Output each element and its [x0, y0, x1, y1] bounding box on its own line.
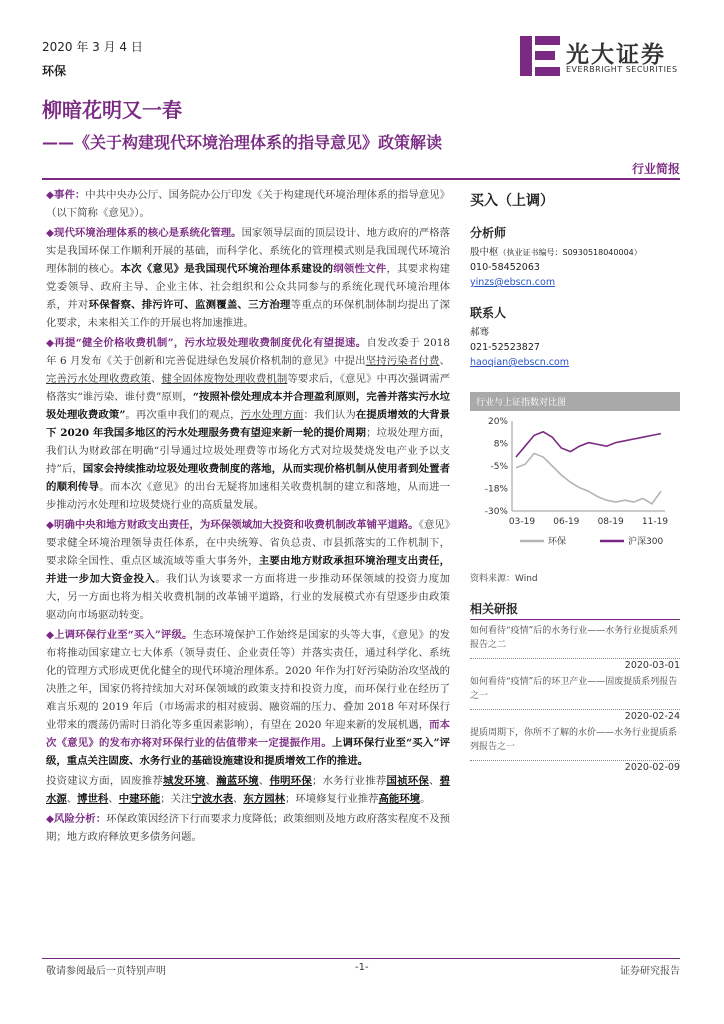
para-text: 等重点的环保机制体制均提出了深化要求，未来相关工作的开展也将加速推进。 — [46, 299, 451, 329]
bold-text: 而本次《意见》的发布亦将对环保行业的估值带来一定提振作用。 — [46, 719, 450, 749]
analyst-email-link[interactable]: yinzs@ebscn.com — [470, 277, 556, 288]
para-text: 。再次重申我们的观点， — [125, 409, 241, 421]
footer-disclaimer: 敬请参阅最后一页特别声明 — [46, 966, 166, 977]
main-body — [46, 186, 450, 848]
stock-name: 博世科 — [77, 793, 109, 805]
para-text: 环保政策因经济下行而要求力度降低；政策细则及地方政府落实程度不及预期；地方政府释放更多债务问题。 — [46, 813, 451, 843]
para-head: ◆再提“健全价格收费机制”，污水垃圾处理收费制度优化有望提速。 — [46, 337, 367, 349]
para-text: 等要求后，《意见》中再次强调需严格落实“谁污染、谁付费”原则， — [46, 373, 450, 403]
chart-svg — [470, 411, 680, 569]
para-text: ；水务行业推荐 — [312, 775, 387, 787]
related-title: 如何看待“疫情”后的水务行业——水务行业提质系列报告之二 — [470, 626, 678, 650]
para-fiscal — [46, 516, 450, 624]
chart-source: 资料来源：Wind — [470, 574, 538, 584]
para-text: ；环境修复行业推荐 — [284, 793, 379, 805]
industry-label: 环保 — [42, 64, 67, 78]
related-date: 2020-02-09 — [470, 760, 680, 773]
para-head: ◆明确中央和地方财政支出责任，为环保领域加大投资和收费机制改革铺平道路。 — [46, 519, 419, 531]
header-rule — [42, 178, 680, 180]
related-item[interactable] — [470, 726, 680, 773]
para-text: ，其要求构建党委领导、政府主导、企业主体、社会组织和公众共同参与的系统化现代环境治理体系，并对 — [46, 263, 451, 311]
para-system — [46, 224, 450, 332]
bold-text: 在提质增效的大背景下 2020 年我国多地区的污水处理服务费有望迎来新一轮的提价周期 — [46, 409, 451, 439]
related-date: 2020-02-24 — [470, 709, 680, 722]
stock-name: 伟明环保 — [269, 775, 312, 787]
series-line-0 — [516, 453, 661, 503]
report-title: 柳暗花明又一春 — [42, 98, 182, 122]
chart-title: 行业与上证指数对比图 — [470, 392, 680, 411]
bold-text: 纲领性文件 — [333, 263, 387, 275]
logo-cn: 光大证券 — [566, 41, 666, 68]
underline-text: 污水处理方面 — [240, 409, 304, 421]
y-tick-label: 20% — [487, 417, 508, 427]
y-tick-label: -5% — [490, 462, 508, 472]
related-title: 如何看待“疫情”后的环卫产业——固废提质系列报告之一 — [470, 677, 678, 701]
para-head: ◆事件： — [46, 189, 86, 201]
para-text: 《意见》要求健全环境治理领导责任体系，在中央统筹、省负总责、市县抓落实的工作机制下，要求除全国性、重点区域流域等重大事务外， — [46, 519, 450, 567]
para-text: 投资建议方面，固废推荐 — [46, 775, 164, 787]
para-head: ◆现代环境治理体系的核心是系统化管理。 — [46, 227, 242, 239]
y-tick-label: -30% — [484, 507, 508, 517]
stock-name: 国祯环保 — [386, 775, 430, 787]
related-item[interactable] — [470, 624, 680, 671]
para-text: 中共中央办公厅、国务院办公厅印发《关于构建现代环境治理体系的指导意见》（以下简称《意见》）。 — [46, 189, 450, 219]
stock-name: 宁波水表 — [191, 793, 234, 805]
para-text: ：我们认为 — [303, 409, 356, 421]
comparison-chart — [470, 411, 680, 569]
bold-text: 环保督察、排污许可、监测覆盖、三方治理 — [88, 299, 291, 311]
contact-phone: 021-52523827 — [470, 342, 540, 353]
para-text: 、 — [258, 775, 270, 787]
series-line-1 — [516, 432, 661, 457]
brand-logo — [520, 36, 690, 76]
related-date: 2020-03-01 — [470, 658, 680, 671]
analyst-phone: 010-58452063 — [470, 262, 540, 273]
y-tick-label: -18% — [484, 484, 508, 495]
x-tick-label: 06-19 — [553, 517, 580, 527]
legend-label: 沪深300 — [628, 537, 664, 547]
bold-text: 主要由地方财政承担环境治理支出责任，并进一步加大资金投入 — [46, 555, 451, 585]
para-head: ◆上调环保行业至“买入”评级。 — [46, 629, 193, 641]
para-text: 、 — [429, 775, 440, 787]
para-text: 、 — [150, 373, 162, 385]
report-date: 2020 年 3 月 4 日 — [42, 40, 143, 54]
bold-text: 国家会持续推动垃圾处理收费制度的落地，从而实现价格机制从使用者到处置者的顺利传导 — [46, 463, 450, 493]
stock-name: 瀚蓝环境 — [216, 775, 259, 787]
para-text: 。而本次《意见》的出台无疑将加速相关收费机制的建立和落地，从而进一步推动污水处理和垃圾焚烧行业的高质量发展。 — [46, 481, 451, 511]
para-pricing — [46, 334, 450, 514]
para-text: 。我们认为该要求一方面将进一步推动环保领域的投资力度加大，另一方面也将为相关收费机制的改革铺平道路，行业的发展模式亦有望逐步由政策驱动向市场驱动转变。 — [46, 573, 451, 621]
rating: 买入（上调） — [470, 193, 554, 209]
analyst-heading: 分析师 — [470, 226, 507, 240]
related-item[interactable] — [470, 675, 680, 722]
contact-heading: 联系人 — [470, 306, 507, 320]
underline-text: 坚持污染者付费 — [365, 355, 440, 367]
page-number: -1- — [355, 962, 369, 973]
contact-email-link[interactable]: haoqian@ebscn.com — [470, 357, 570, 368]
para-text: 、 — [439, 355, 451, 367]
stock-name: 碧水源 — [46, 775, 451, 805]
para-text: 国家领导层面的顶层设计、地方政府的严格落实是我国环保工作顺利开展的基础，而科学化、系统化的管理模式则是我国现代环境治理体制的核心。 — [46, 227, 450, 275]
report-subtitle: ——《关于构建现代环境治理体系的指导意见》政策解读 — [42, 133, 443, 152]
para-stocks — [46, 772, 450, 808]
stock-name: 城发环境 — [163, 775, 206, 787]
para-rating — [46, 626, 450, 770]
para-risk — [46, 810, 450, 846]
x-tick-label: 08-19 — [597, 517, 624, 527]
bold-text: 上调环保行业至“买入”评级，重点关注固废、水务行业的基础设施建设和提质增效工作的推进。 — [46, 737, 451, 767]
bold-text: “按照补偿处理成本并合理盈利原则，完善并落实污水垃圾处理收费政策” — [46, 391, 451, 421]
x-tick-label: 03-19 — [508, 517, 536, 527]
x-tick-label: 11-19 — [641, 517, 669, 527]
related-heading: 相关研报 — [470, 602, 519, 616]
underline-text: 健全固体废物处理收费机制 — [161, 373, 288, 385]
footer-label: 证券研究报告 — [620, 966, 680, 977]
sidebar — [470, 190, 680, 777]
related-rule — [470, 619, 680, 620]
analyst-name — [470, 245, 680, 260]
footer-rule — [42, 958, 680, 959]
logo-en: EVERBRIGHT SECURITIES — [566, 65, 678, 74]
analyst-cert: （执业证书编号：S0930518040004） — [498, 248, 642, 257]
stock-name: 东方园林 — [243, 793, 285, 805]
para-text: 自发改委于 2018 年 6 月发布《关于创新和完善促进绿色发展价格机制的意见》中提出 — [46, 337, 450, 367]
para-text: 、 — [233, 793, 244, 805]
para-text: ；关注 — [160, 793, 192, 805]
analyst-name-text: 殷中枢 — [470, 247, 499, 258]
report-type: 行业简报 — [631, 162, 680, 176]
bold-text: 本次《意见》是我国现代环境治理体系建设的 — [120, 263, 334, 275]
para-text: 、 — [108, 793, 119, 805]
stock-name: 中建环能 — [118, 793, 161, 805]
para-text: 。 — [420, 793, 431, 805]
para-text: 生态环境保护工作始终是国家的头等大事，《意见》的发布将推动国家建立七大体系（领导责任、企业责任等）并落实责任，通过科学化、系统化的管理方式形成更优化健全的现代环境治理体系。2020 年作为打好污染防治攻坚战的决胜之年，国家仍将持续加大对环保领域的政策支持和投资力度，而环保行业在经历了难言乐观的 2019 年后（市场需求的相对疲弱、融资端的压力、叠加 2018 年对环保行业带来的震荡仍需时日消化等多重因素影响），有望在 2020 年迎来新的发展机遇， — [46, 629, 450, 731]
para-text: 、 — [205, 775, 217, 787]
logo-mark-icon — [520, 36, 560, 76]
para-head: ◆风险分析： — [46, 813, 107, 825]
y-tick-label: 8% — [493, 439, 508, 450]
contact-name: 郝骞 — [470, 327, 490, 338]
stock-name: 高能环境 — [378, 793, 421, 805]
legend-label: 环保 — [548, 537, 567, 547]
underline-text: 完善污水处理收费政策 — [46, 373, 151, 385]
related-title: 提质周期下，你所不了解的水价——水务行业提质系列报告之一 — [470, 728, 678, 752]
para-event — [46, 186, 450, 222]
para-text: ；垃圾处理方面，我们认为财政部在明确“引导通过垃圾处理费等市场化方式对垃圾焚烧发电产业予以支持”后， — [46, 427, 450, 475]
para-text: 、 — [66, 793, 78, 805]
